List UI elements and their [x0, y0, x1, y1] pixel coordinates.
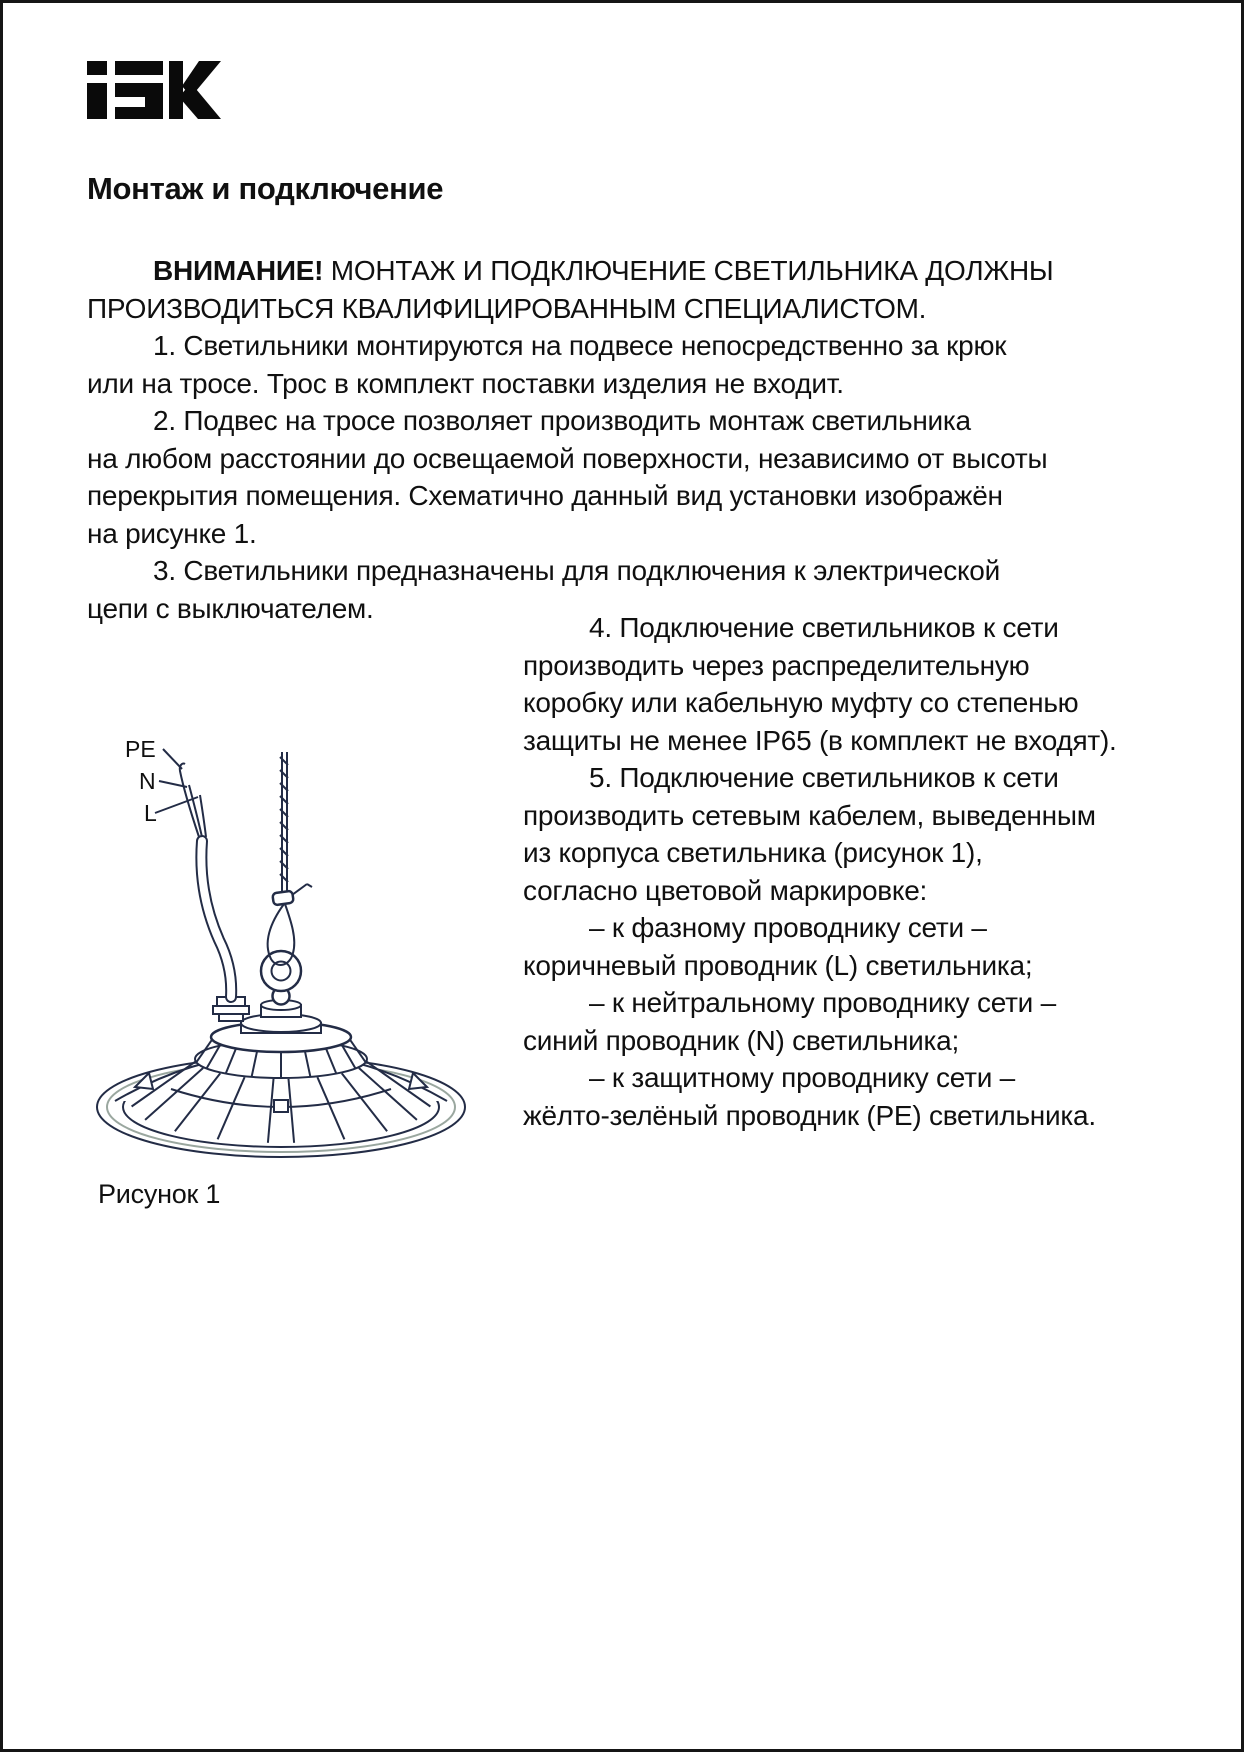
figure-caption: Рисунок 1	[98, 1179, 221, 1209]
text-line: производить через распределительную	[523, 649, 1030, 681]
text-line	[87, 252, 1177, 290]
attention-rest: МОНТАЖ И ПОДКЛЮЧЕНИЕ СВЕТИЛЬНИКА ДОЛЖНЫ	[323, 255, 1054, 286]
text-line: синий проводник (N) светильника;	[523, 1024, 960, 1056]
text-line: коробку или кабельную муфту со степенью	[523, 687, 1079, 718]
text-line: производить сетевым кабелем, выведенным	[523, 799, 1096, 831]
text-line: ПРОИЗВОДИТЬСЯ КВАЛИФИЦИРОВАННЫМ СПЕЦИАЛИСТОМ.	[87, 292, 927, 324]
list-item-line: 2. Подвес на тросе позволяет производить монтаж светильника	[153, 405, 971, 436]
text-line: на любом расстоянии до освещаемой поверхности, независимо от высоты	[87, 442, 1048, 474]
wire-label-n: N	[139, 768, 156, 794]
text-line: коричневый проводник (L) светильника;	[523, 949, 1033, 981]
iek-logo	[87, 61, 222, 119]
text-line: или на тросе. Трос в комплект поставки изделия не входит.	[87, 367, 844, 399]
list-item-line: 3. Светильники предназначены для подключения к электрической	[153, 555, 1000, 586]
luminaire-drawing	[83, 645, 478, 1173]
wire-label-pe: PE	[125, 736, 156, 762]
text-line: защиты не менее IP65 (в комплект не входят).	[523, 724, 1117, 756]
list-item-line: 1. Светильники монтируются на подвесе непосредственно за крюк	[153, 330, 1007, 361]
text-line: из корпуса светильника (рисунок 1),	[523, 837, 983, 868]
dash-item-line: – к защитному проводнику сети –	[589, 1062, 1015, 1093]
text-line: цепи с выключателем.	[87, 592, 374, 624]
text-line: жёлто-зелёный проводник (PE) светильника.	[523, 1099, 1096, 1131]
wire-label-l: L	[144, 800, 157, 826]
attention-label: ВНИМАНИЕ!	[153, 255, 324, 286]
list-item-line: 5. Подключение светильников к сети	[589, 762, 1059, 793]
dash-item-line: – к нейтральному проводнику сети –	[589, 987, 1056, 1018]
page-title: Монтаж и подключение	[87, 171, 444, 206]
figure-1	[83, 645, 478, 1173]
intro-and-items-block	[87, 252, 1177, 627]
right-column-block	[523, 609, 1193, 1134]
dash-item-line: – к фазному проводнику сети –	[589, 912, 987, 943]
text-line: перекрытия помещения. Схематично данный вид установки изображён	[87, 480, 1003, 511]
list-item-line: 4. Подключение светильников к сети	[589, 612, 1059, 643]
text-line: согласно цветовой маркировке:	[523, 874, 928, 906]
text-line: на рисунке 1.	[87, 517, 257, 549]
